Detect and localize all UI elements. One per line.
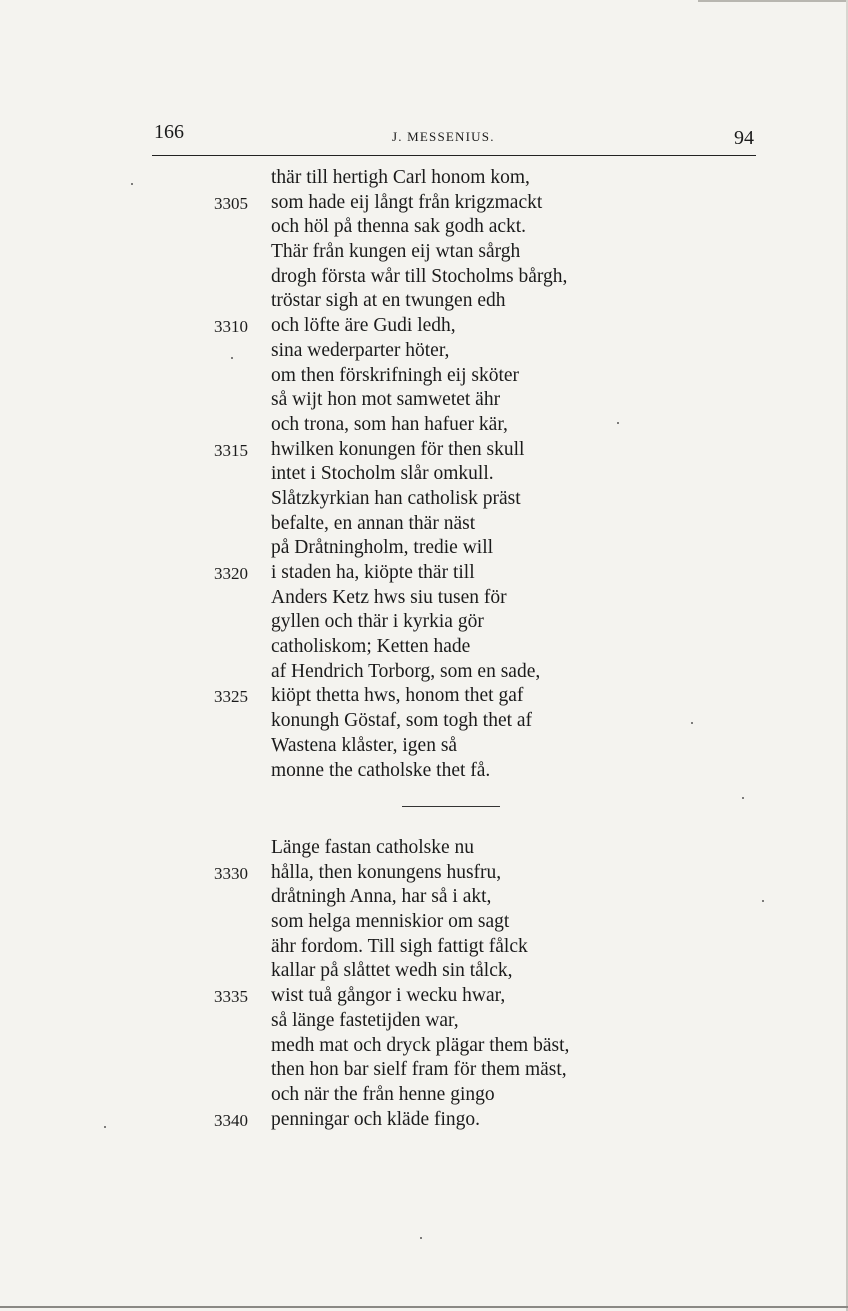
line-number: 3330 <box>214 863 248 883</box>
verse-line <box>190 215 650 240</box>
line-text: gyllen och thär i kyrkia gör <box>271 611 484 633</box>
verse-line <box>190 265 650 290</box>
line-text: så wijt hon mot samwetet ähr <box>271 389 501 411</box>
verse-stanza-1 <box>190 166 650 783</box>
line-text: kiöpt thetta hws, honom thet gaf <box>271 685 524 707</box>
line-text: Anders Ketz hws siu tusen för <box>271 586 507 608</box>
verse-line <box>190 512 650 537</box>
verse-line <box>190 1034 650 1059</box>
verse-line <box>190 413 650 438</box>
verse-line <box>190 536 650 561</box>
verse-line <box>190 734 650 759</box>
scan-speck <box>420 1237 422 1239</box>
line-text: catholiskom; Ketten hade <box>271 636 471 658</box>
verse-line <box>190 314 650 339</box>
verse-line <box>190 166 650 191</box>
page-header <box>152 120 758 154</box>
line-text: monne the catholske thet få. <box>271 759 491 781</box>
line-text: medh mat och dryck plägar them bäst, <box>271 1034 570 1056</box>
verse-line <box>190 610 650 635</box>
verse-line <box>190 462 650 487</box>
verse-line <box>190 364 650 389</box>
verse-line <box>190 984 650 1009</box>
verse-line <box>190 635 650 660</box>
verse-line <box>190 959 650 984</box>
scan-speck <box>617 422 619 424</box>
verse-line <box>190 1083 650 1108</box>
line-text: i staden ha, kiöpte thär till <box>271 562 475 583</box>
verse-line <box>190 709 650 734</box>
verse-line <box>190 935 650 960</box>
verse-line <box>190 1108 650 1133</box>
line-text: Länge fastan catholske nu <box>271 837 475 858</box>
line-number: 3340 <box>214 1110 248 1130</box>
line-text: befalte, en annan thär näst <box>271 512 476 534</box>
verse-line <box>190 684 650 709</box>
line-text: penningar och kläde fingo. <box>271 1108 481 1130</box>
line-text: så länge fastetijden war, <box>271 1009 459 1031</box>
line-text: hwilken konungen för then skull <box>271 438 525 460</box>
line-number: 3325 <box>214 687 248 707</box>
line-text: dråtningh Anna, har så i akt, <box>271 886 492 908</box>
verse-line <box>190 1009 650 1034</box>
scan-speck <box>131 183 133 185</box>
line-text: om then förskrifningh eij sköter <box>271 364 520 386</box>
verse-line <box>190 1058 650 1083</box>
line-text: thär till hertigh Carl honom kom, <box>271 167 530 188</box>
line-text: som hade eij långt från krigzmackt <box>271 191 543 213</box>
line-text: Slåtzkyrkian han catholisk präst <box>271 487 521 509</box>
verse-line <box>190 910 650 935</box>
line-number: 3310 <box>214 317 248 337</box>
verse-line <box>190 759 650 784</box>
verse-line <box>190 836 650 861</box>
scan-speck <box>742 797 744 799</box>
line-number: 3320 <box>214 564 248 583</box>
folio-number: 94 <box>734 127 754 149</box>
scan-speck <box>231 357 233 359</box>
scan-speck <box>762 900 764 902</box>
line-text: af Hendrich Torborg, som en sade, <box>271 660 541 682</box>
line-number: 3315 <box>214 440 248 460</box>
running-head: J. MESSENIUS. <box>392 129 495 144</box>
header-rule <box>152 155 756 156</box>
line-text: och trona, som han hafuer kär, <box>271 413 508 435</box>
line-text: konungh Göstaf, som togh thet af <box>271 710 533 732</box>
page-edge-bottom <box>0 1306 848 1308</box>
verse-line <box>190 885 650 910</box>
line-text: sina wederparter höter, <box>271 339 450 361</box>
page-number: 166 <box>154 121 184 143</box>
line-text: wist tuå gångor i wecku hwar, <box>271 985 506 1007</box>
verse-stanza-2 <box>190 836 650 1132</box>
verse-line <box>190 660 650 685</box>
section-divider <box>402 806 500 807</box>
verse-line <box>190 191 650 216</box>
line-number: 3335 <box>214 987 248 1007</box>
line-text: intet i Stocholm slår omkull. <box>271 463 494 485</box>
line-text: then hon bar sielf fram för them mäst, <box>271 1059 567 1081</box>
line-text: hålla, then konungens husfru, <box>271 861 502 883</box>
verse-line <box>190 438 650 463</box>
line-text: Thär från kungen eij wtan sårgh <box>271 241 521 263</box>
verse-line <box>190 861 650 886</box>
line-text: kallar på slåttet wedh sin tålck, <box>271 960 513 982</box>
verse-line <box>190 388 650 413</box>
verse-line <box>190 289 650 314</box>
line-number: 3305 <box>214 193 248 213</box>
verse-line <box>190 487 650 512</box>
page-edge-top <box>698 0 848 2</box>
line-text: och höl på thenna sak godh ackt. <box>271 216 527 238</box>
scan-speck <box>104 1126 106 1128</box>
line-text: och löfte äre Gudi ledh, <box>271 315 456 337</box>
verse-line <box>190 561 650 586</box>
scan-speck <box>691 722 693 724</box>
line-text: ähr fordom. Till sigh fattigt fålck <box>271 935 528 957</box>
line-text: Wastena klåster, igen så <box>271 734 458 756</box>
verse-line <box>190 240 650 265</box>
line-text: drogh första wår till Stocholms bårgh, <box>271 265 568 287</box>
line-text: på Dråtningholm, tredie will <box>271 537 494 559</box>
verse-line <box>190 339 650 364</box>
line-text: tröstar sigh at en twungen edh <box>271 290 506 312</box>
line-text: och när the från henne gingo <box>271 1083 495 1105</box>
line-text: som helga menniskior om sagt <box>271 911 510 933</box>
verse-line <box>190 586 650 611</box>
